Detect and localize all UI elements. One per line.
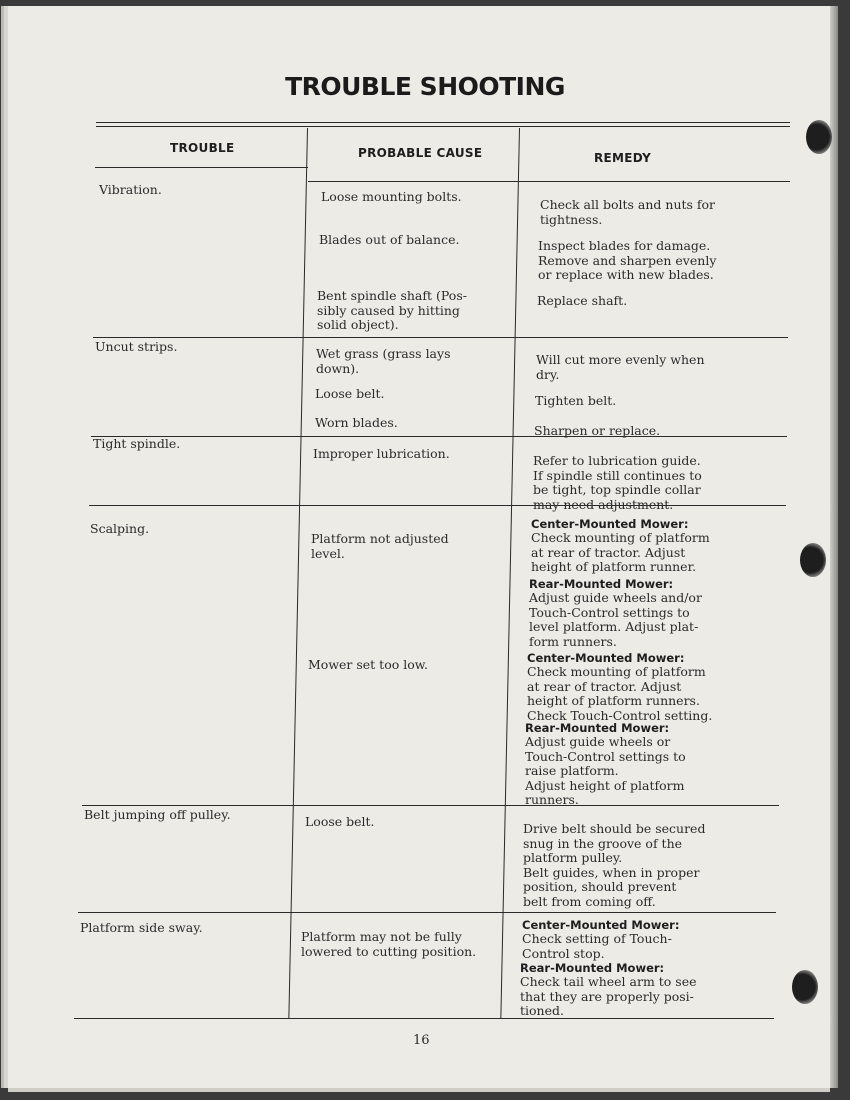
remedy-text: Adjust guide wheels or Touch-Control settings to raise platform. Adjust height of platform runners. bbox=[525, 734, 686, 808]
remedy-replace-shaft: Replace shaft. bbox=[537, 293, 628, 308]
remedy-heading: Center-Mounted Mower: bbox=[522, 918, 680, 932]
remedy-lubrication-guide: Refer to lubrication guide. If spindle still continues to be tight, top spindle collar may need adjustment. bbox=[533, 453, 702, 512]
trouble-uncut-strips: Uncut strips. bbox=[95, 339, 178, 354]
remedy-check-bolts: Check all bolts and nuts for tightness. bbox=[540, 197, 716, 227]
header-trouble: TROUBLE bbox=[170, 141, 235, 155]
row-rule-1 bbox=[93, 337, 788, 338]
cause-blades-out-of-balance: Blades out of balance. bbox=[319, 232, 460, 247]
remedy-text: Check tail wheel arm to see that they are properly posi- tioned. bbox=[520, 974, 697, 1019]
remedy-heading: Rear-Mounted Mower: bbox=[529, 577, 674, 591]
page-number: 16 bbox=[413, 1033, 430, 1048]
binder-hole-middle bbox=[800, 543, 826, 577]
remedy-block-center-3 bbox=[522, 918, 679, 961]
cause-platform-not-level: Platform not adjusted level. bbox=[311, 531, 449, 561]
remedy-text: Check mounting of platform at rear of tractor. Adjust height of platform runners. Check Touch-Control setting. bbox=[527, 664, 713, 723]
trouble-vibration: Vibration. bbox=[99, 182, 162, 197]
cause-mower-set-too-low: Mower set too low. bbox=[308, 657, 428, 672]
binder-hole-top bbox=[806, 120, 832, 154]
binder-hole-bottom bbox=[792, 970, 818, 1004]
trouble-belt-jumping: Belt jumping off pulley. bbox=[84, 807, 231, 822]
trouble-platform-side-sway: Platform side sway. bbox=[80, 920, 203, 935]
page-title: TROUBLE SHOOTING bbox=[285, 72, 565, 101]
remedy-block-rear-1 bbox=[529, 577, 702, 649]
remedy-sharpen-or-replace: Sharpen or replace. bbox=[534, 423, 661, 438]
table-top-rule-2 bbox=[96, 126, 790, 127]
cause-platform-not-lowered: Platform may not be fully lowered to cutting position. bbox=[301, 929, 477, 959]
remedy-block-center-2 bbox=[527, 651, 712, 723]
cause-loose-mounting-bolts: Loose mounting bolts. bbox=[321, 189, 462, 204]
cause-worn-blades: Worn blades. bbox=[315, 415, 398, 430]
remedy-text: Adjust guide wheels and/or Touch-Control settings to level platform. Adjust plat- form runners. bbox=[529, 590, 702, 649]
cause-loose-belt: Loose belt. bbox=[315, 386, 385, 401]
remedy-cut-evenly-when-dry: Will cut more evenly when dry. bbox=[536, 352, 705, 382]
header-probable-cause: PROBABLE CAUSE bbox=[358, 146, 483, 160]
table-top-rule bbox=[96, 122, 790, 123]
header-remedy: REMEDY bbox=[594, 151, 652, 165]
remedy-inspect-blades: Inspect blades for damage. Remove and sharpen evenly or replace with new blades. bbox=[538, 238, 717, 283]
remedy-text: Check setting of Touch- Control stop. bbox=[522, 931, 672, 961]
remedy-heading: Rear-Mounted Mower: bbox=[525, 721, 670, 735]
remedy-heading: Center-Mounted Mower: bbox=[527, 651, 685, 665]
cause-bent-spindle-shaft: Bent spindle shaft (Pos- sibly caused by hitting solid object). bbox=[317, 288, 467, 333]
cause-improper-lubrication: Improper lubrication. bbox=[313, 446, 450, 461]
header-bottom-rule bbox=[95, 167, 308, 168]
trouble-tight-spindle: Tight spindle. bbox=[93, 436, 181, 451]
header-bottom-rule-remedy bbox=[308, 181, 790, 182]
remedy-block-center-1 bbox=[531, 517, 710, 575]
remedy-heading: Center-Mounted Mower: bbox=[531, 517, 689, 531]
cause-wet-grass: Wet grass (grass lays down). bbox=[316, 346, 451, 376]
remedy-drive-belt: Drive belt should be secured snug in the groove of the platform pulley. Belt guides, when in proper position, should prevent belt from coming off. bbox=[523, 821, 706, 909]
row-rule-2 bbox=[91, 436, 787, 437]
cause-loose-belt-2: Loose belt. bbox=[305, 814, 375, 829]
remedy-tighten-belt: Tighten belt. bbox=[535, 393, 617, 408]
remedy-heading: Rear-Mounted Mower: bbox=[520, 961, 665, 975]
remedy-text: Check mounting of platform at rear of tractor. Adjust height of platform runner. bbox=[531, 530, 710, 575]
remedy-block-rear-2 bbox=[525, 721, 686, 808]
remedy-block-rear-3 bbox=[520, 961, 697, 1019]
page-edge bbox=[830, 6, 838, 1088]
trouble-scalping: Scalping. bbox=[90, 521, 150, 536]
row-rule-5 bbox=[78, 912, 776, 913]
